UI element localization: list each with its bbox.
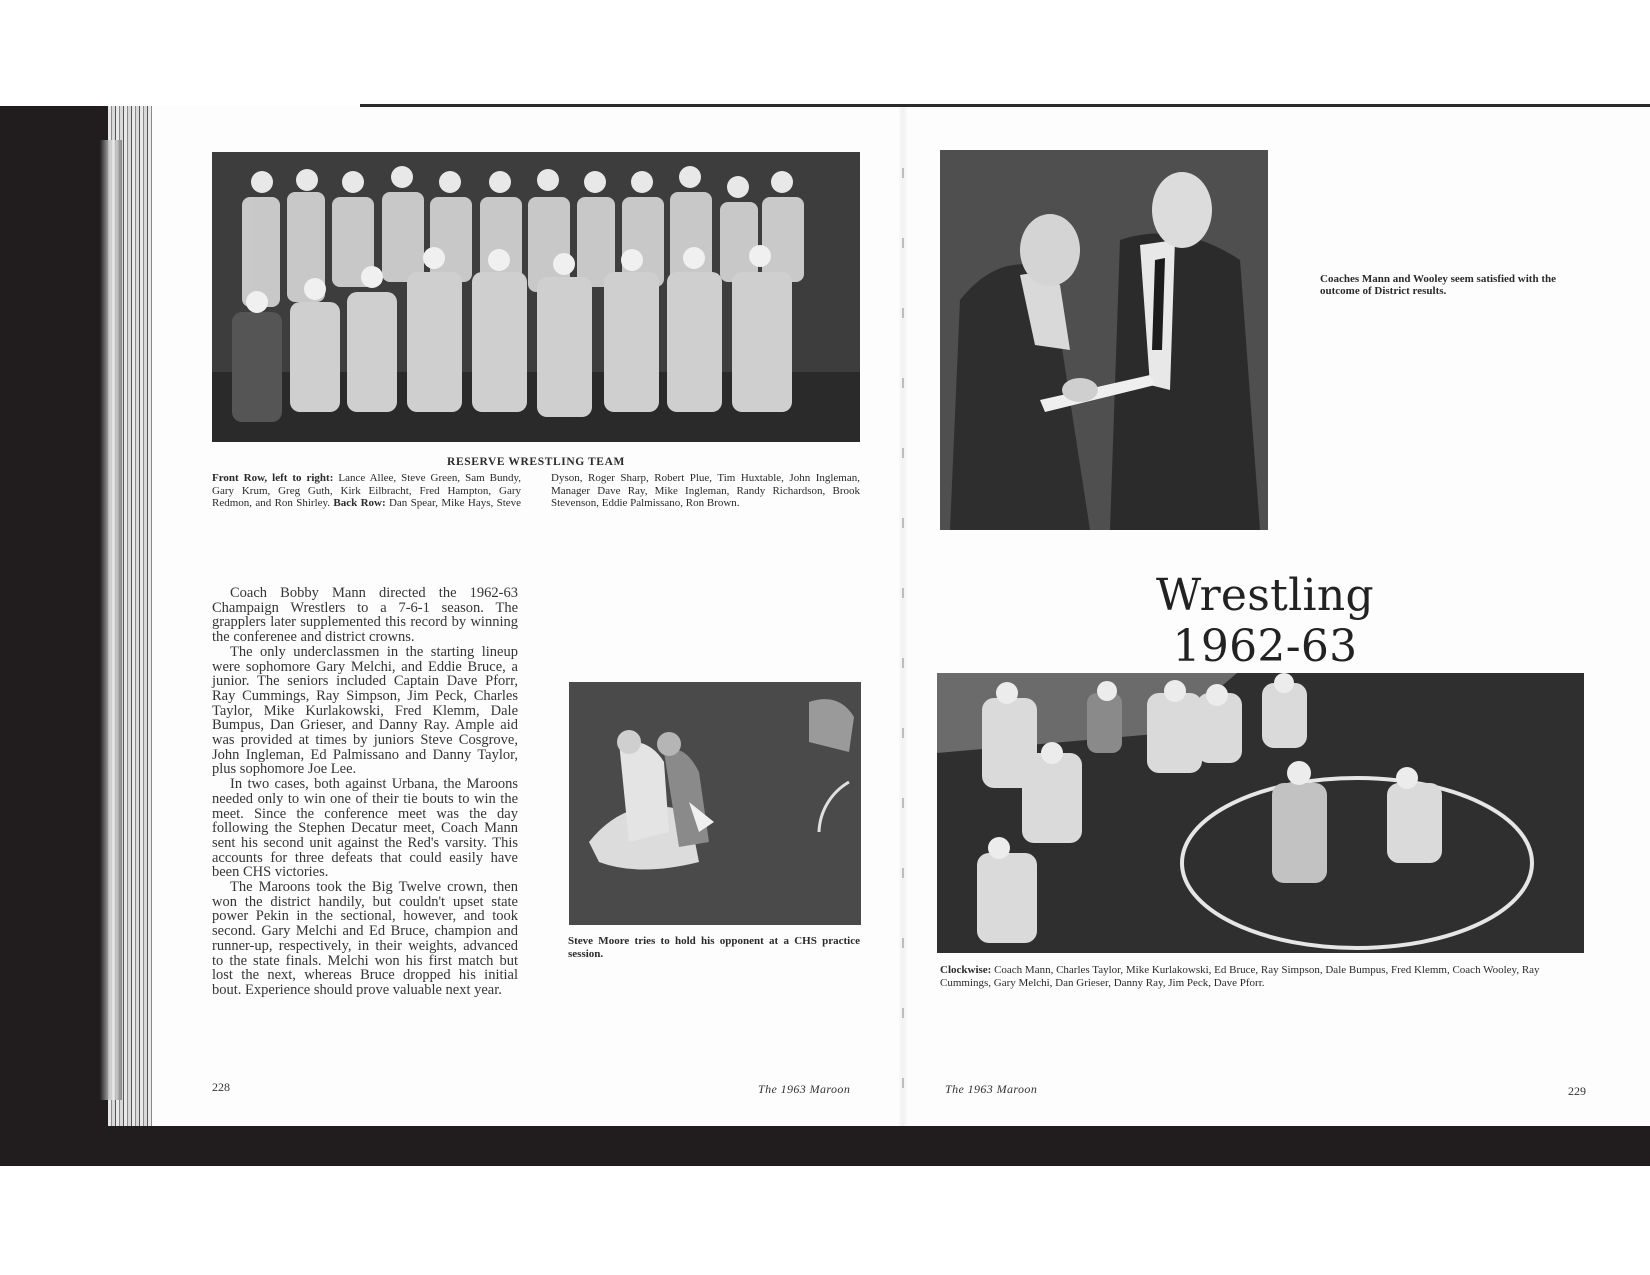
practice-photo-caption: Steve Moore tries to hold his opponent at a CHS practice session. bbox=[568, 935, 860, 960]
reserve-team-caption-heading: RESERVE WRESTLING TEAM bbox=[447, 456, 625, 468]
clockwise-label: Clockwise: bbox=[940, 964, 992, 976]
back-row-label: Back Row: bbox=[333, 497, 386, 510]
page-number-left: 228 bbox=[212, 1080, 230, 1094]
article-paragraph: In two cases, both against Urbana, the Maroons needed only to win one of their tie bouts to win the meet. Since the conference meet was the day following the Stephen Decatur meet, Coach Mann sent his second unit against the Red's varsity. This accounts for three defeats that could easily have been CHS victories. bbox=[212, 776, 518, 881]
article-paragraph: The Maroons took the Big Twelve crown, then won the district handily, but couldn't upset state power Pekin in the sectional, however, and took second. Gary Melchi and Ed Bruce, champion and runner-up, respectively, in their weights, advanced to the state finals. Melchi won his first match but lost the next, whereas Bruce dropped his initial bout. Experience should prove valuable next year. bbox=[212, 879, 518, 998]
running-footer-right: The 1963 Maroon bbox=[945, 1082, 1038, 1096]
front-row-names: Lance Allee, Steve Green, Sam Bundy, Gary Krum, Greg Guth, Kirk Eilbracht, Fred Hampton, Gary Redmon, and Ron Shirley. bbox=[212, 472, 521, 510]
coaches-photo-caption: Coaches Mann and Wooley seem satisfied with the outcome of District results. bbox=[1320, 273, 1556, 298]
reserve-team-photo bbox=[212, 152, 860, 442]
coaches-photo bbox=[940, 150, 1268, 530]
reserve-team-caption bbox=[212, 472, 860, 510]
back-row-names: Dan Spear, Mike Hays, Steve Dyson, Roger Sharp, Robert Plue, Tim Huxtable, John Ingleman, Manager Dave Ray, Mike Ingleman, Randy Richardson, Brook Stevenson, Eddie Palmissano, Ron Brown. bbox=[388, 472, 860, 510]
article-body bbox=[212, 586, 518, 998]
article-paragraph: Coach Bobby Mann directed the 1962-63 Champaign Wrestlers to a 7-6-1 season. The grapplers later supplemented this record by winning the conferenee and district crowns. bbox=[212, 585, 518, 646]
squad-names: Coach Mann, Charles Taylor, Mike Kurlakowski, Ed Bruce, Ray Simpson, Dale Bumpus, Fred Klemm, Coach Wooley, Ray Cummings, Gary Melchi, Dan Grieser, Danny Ray, Jim Peck, Dave Pforr. bbox=[940, 964, 1540, 989]
squad-photo-caption bbox=[940, 964, 1585, 989]
book-binding-shadow bbox=[100, 140, 122, 1100]
varsity-squad-photo bbox=[937, 673, 1584, 953]
practice-session-photo bbox=[569, 682, 861, 925]
page-top-edge bbox=[360, 104, 1650, 107]
running-footer-left: The 1963 Maroon bbox=[758, 1082, 851, 1096]
gutter-stitch-marks bbox=[902, 140, 904, 1100]
page-number-right: 229 bbox=[1568, 1084, 1586, 1098]
article-paragraph: The only underclassmen in the starting lineup were sophomore Gary Melchi, and Eddie Bruce, a junior. The seniors included Captain Dave Pforr, Ray Cummings, Ray Simpson, Jim Peck, Charles Taylor, Mike Kurlakowski, Fred Klemm, Dale Bumpus, Dan Grieser, and Danny Ray. Ample aid was provided at times by juniors Steve Cosgrove, John Ingleman, Ed Palmissano and Danny Taylor, plus sophomore Joe Lee. bbox=[212, 643, 518, 778]
front-row-label: Front Row, left to right: bbox=[212, 472, 334, 484]
page-headline: Wrestling 1962-63 bbox=[1156, 570, 1374, 672]
